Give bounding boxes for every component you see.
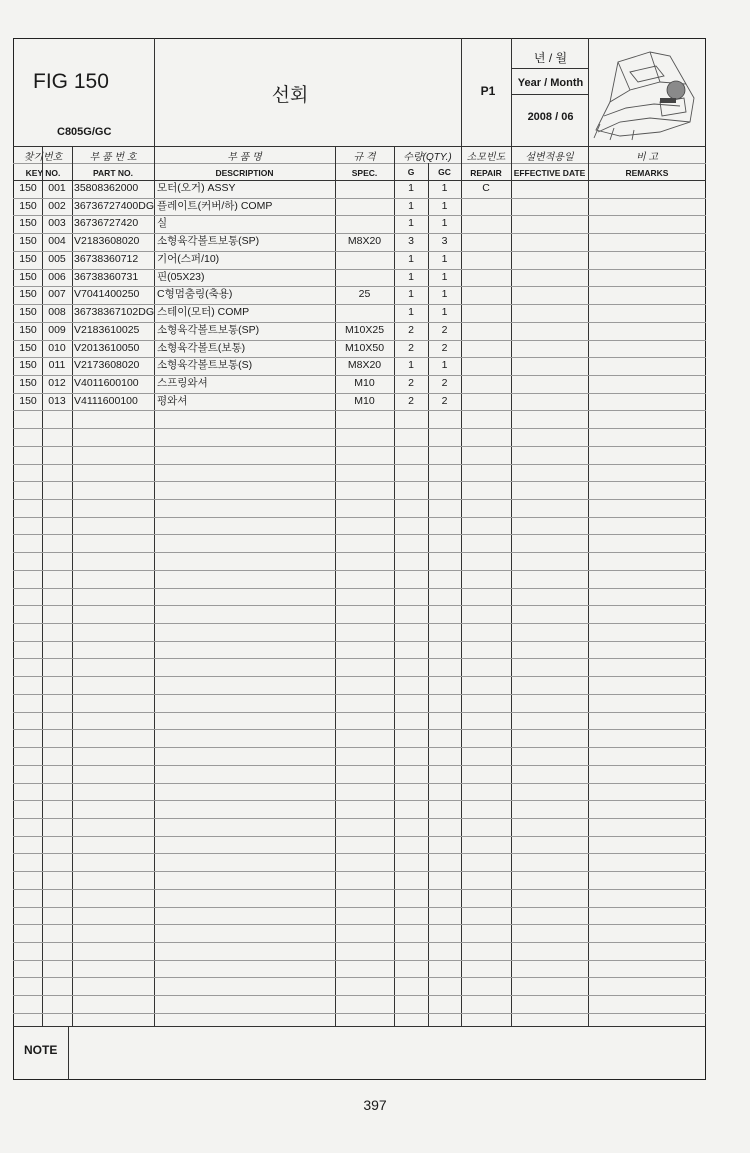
fig-cell: 150 bbox=[19, 394, 37, 407]
row-line bbox=[13, 960, 706, 961]
repair-cell bbox=[461, 286, 511, 304]
row-line bbox=[13, 765, 706, 766]
fig-cell: 150 bbox=[19, 359, 37, 372]
part-no-cell: V7041400250 bbox=[74, 288, 140, 301]
fig-cell: 150 bbox=[19, 199, 37, 212]
row-line bbox=[13, 871, 706, 872]
repair-cell bbox=[461, 375, 511, 393]
key-no-cell: 011 bbox=[48, 359, 66, 372]
key-no-cell: 006 bbox=[48, 270, 66, 283]
table-header-top bbox=[13, 146, 706, 147]
column-divider bbox=[72, 146, 73, 1026]
part-no-cell: V2013610050 bbox=[74, 341, 140, 354]
qty-gc-cell: 2 bbox=[441, 341, 448, 354]
qty-g-cell: 2 bbox=[408, 323, 414, 336]
row-line bbox=[13, 481, 706, 482]
fig-cell: 150 bbox=[19, 217, 37, 230]
row-line bbox=[13, 836, 706, 837]
part-no-cell: V4011600100 bbox=[74, 376, 139, 389]
qty-gc-cell: 3 bbox=[441, 235, 448, 248]
key-no-cell: 007 bbox=[48, 288, 66, 301]
key-no-cell: 010 bbox=[48, 341, 66, 354]
part-no-cell: 36736727400DG bbox=[74, 199, 154, 212]
row-line bbox=[13, 747, 706, 748]
fig-cell: 150 bbox=[19, 270, 37, 283]
row-line bbox=[13, 907, 706, 908]
qty-gc-cell: 1 bbox=[441, 199, 448, 212]
col-header-part: 부 품 번 호 PART NO. bbox=[89, 152, 137, 178]
spec-cell bbox=[335, 269, 394, 287]
col-header-repair: 소모빈도 REPAIR bbox=[466, 152, 506, 178]
row-line bbox=[13, 924, 706, 925]
col-header-spec: 규 격 SPEC. bbox=[351, 152, 378, 178]
repair-cell bbox=[461, 269, 511, 287]
part-no-cell: 35808362000 bbox=[74, 182, 139, 194]
part-no-cell: V4111600100 bbox=[74, 394, 138, 407]
row-line bbox=[13, 552, 706, 553]
qty-g-cell: 3 bbox=[408, 235, 414, 248]
row-line bbox=[13, 853, 706, 854]
qty-gc-cell: 1 bbox=[441, 288, 448, 301]
qty-g-cell: 2 bbox=[408, 341, 414, 354]
fig-cell: 150 bbox=[19, 376, 37, 389]
qty-g-cell: 2 bbox=[408, 394, 414, 407]
row-line bbox=[13, 446, 706, 447]
description-cell: 소형육각볼트(보통) bbox=[157, 341, 246, 354]
spec-cell: 25 bbox=[358, 288, 371, 301]
spec-cell bbox=[335, 198, 394, 216]
column-divider bbox=[511, 146, 512, 1026]
header-divider bbox=[588, 38, 589, 146]
fig-cell: 150 bbox=[19, 182, 37, 194]
note-divider bbox=[13, 1026, 706, 1027]
repair-cell bbox=[461, 340, 511, 358]
row-line bbox=[13, 641, 706, 642]
row-line bbox=[13, 605, 706, 606]
qty-gc-cell: 2 bbox=[441, 376, 448, 389]
description-cell: 평와셔 bbox=[157, 394, 188, 407]
description-cell: C형멈춤링(축용) bbox=[157, 288, 233, 301]
spec-cell: M10 bbox=[354, 376, 375, 389]
fig-cell: 150 bbox=[19, 288, 37, 301]
qty-gc-cell: 1 bbox=[441, 306, 448, 318]
fig-cell: 150 bbox=[19, 252, 37, 265]
qty-g-cell: 1 bbox=[408, 217, 414, 230]
fig-cell: 150 bbox=[19, 341, 37, 354]
part-no-cell: 36736727420 bbox=[74, 217, 139, 230]
row-line bbox=[13, 729, 706, 730]
row-line bbox=[13, 889, 706, 890]
qty-g-cell: 1 bbox=[408, 288, 414, 301]
spec-cell bbox=[335, 251, 394, 269]
row-line bbox=[13, 517, 706, 518]
spec-cell: M8X20 bbox=[347, 235, 382, 248]
row-line bbox=[13, 800, 706, 801]
row-line bbox=[13, 783, 706, 784]
combine-harvester-icon bbox=[590, 42, 704, 141]
part-no-cell: 36738360731 bbox=[74, 270, 139, 283]
year-month-label-ko: 년 / 월 bbox=[533, 51, 568, 65]
repair-cell: C bbox=[482, 182, 490, 194]
key-no-cell: 001 bbox=[48, 182, 66, 194]
repair-cell bbox=[461, 322, 511, 340]
row-line bbox=[13, 676, 706, 677]
part-no-cell: V2173608020 bbox=[74, 359, 140, 372]
row-line bbox=[13, 995, 706, 996]
col-header-remarks: 비 고 REMARKS bbox=[625, 152, 669, 178]
page-code: P1 bbox=[480, 84, 496, 98]
description-cell: 모터(오거) ASSY bbox=[157, 182, 236, 194]
row-line bbox=[13, 818, 706, 819]
row-line bbox=[13, 570, 706, 571]
key-no-cell: 013 bbox=[48, 394, 66, 407]
row-line bbox=[13, 977, 706, 978]
qty-g-cell: 1 bbox=[408, 306, 414, 318]
key-no-cell: 003 bbox=[48, 217, 66, 230]
repair-cell bbox=[461, 393, 511, 411]
part-no-cell: 36738367102DG bbox=[74, 306, 154, 318]
model-code: C805G/GC bbox=[57, 126, 112, 138]
row-line bbox=[13, 410, 706, 411]
row-line bbox=[13, 464, 706, 465]
col-header-key: 찾기번호 KEY NO. bbox=[23, 152, 63, 178]
repair-cell bbox=[461, 198, 511, 216]
description-cell: 스테이(모터) COMP bbox=[157, 306, 250, 318]
header-divider bbox=[154, 38, 155, 146]
part-no-cell: 36738360712 bbox=[74, 252, 139, 265]
row-line bbox=[13, 712, 706, 713]
qty-gc-cell: 1 bbox=[441, 270, 448, 283]
spec-cell: M8X20 bbox=[347, 359, 382, 372]
qty-g-cell: 1 bbox=[408, 270, 414, 283]
part-no-cell: V2183608020 bbox=[74, 235, 140, 248]
spec-cell bbox=[335, 304, 394, 322]
col-header-effective-date: 설변적용일 EFFECTIVE DATE bbox=[513, 152, 586, 178]
key-no-cell: 002 bbox=[48, 199, 66, 212]
row-line bbox=[13, 694, 706, 695]
repair-cell bbox=[461, 357, 511, 375]
col-header-gc: GC bbox=[438, 167, 451, 177]
note-divider bbox=[68, 1026, 69, 1080]
row-line bbox=[13, 942, 706, 943]
qty-g-cell: 1 bbox=[408, 359, 414, 372]
column-divider bbox=[588, 146, 589, 1026]
note-label: NOTE bbox=[24, 1043, 58, 1057]
qty-gc-cell: 1 bbox=[441, 359, 448, 372]
key-no-cell: 012 bbox=[48, 376, 66, 389]
row-line bbox=[13, 534, 706, 535]
qty-gc-cell: 1 bbox=[441, 252, 448, 265]
key-no-cell: 008 bbox=[48, 306, 66, 318]
row-line bbox=[13, 428, 706, 429]
col-header-desc: 부 품 명 DESCRIPTION bbox=[215, 152, 274, 178]
description-cell: 기어(스퍼/10) bbox=[157, 252, 220, 265]
row-line bbox=[13, 623, 706, 624]
col-header-qty: 수량(QTY.) bbox=[403, 152, 452, 163]
page-title: 선회 bbox=[271, 85, 309, 106]
spec-cell bbox=[335, 180, 394, 198]
description-cell: 스프링와셔 bbox=[157, 376, 208, 389]
repair-cell bbox=[461, 215, 511, 233]
year-month-label-en: Year / Month bbox=[517, 77, 584, 89]
qty-gc-cell: 1 bbox=[441, 182, 448, 194]
repair-cell bbox=[461, 233, 511, 251]
spec-cell: M10 bbox=[354, 394, 375, 407]
header-divider bbox=[461, 38, 462, 146]
year-month-value: 2008 / 06 bbox=[527, 111, 574, 123]
key-no-cell: 009 bbox=[48, 323, 66, 336]
qty-gc-cell: 2 bbox=[441, 394, 448, 407]
row-line bbox=[13, 658, 706, 659]
repair-cell bbox=[461, 251, 511, 269]
column-divider bbox=[154, 146, 155, 1026]
header-divider bbox=[511, 94, 588, 95]
spec-cell: M10X50 bbox=[344, 341, 385, 354]
qty-g-cell: 2 bbox=[408, 376, 414, 389]
spec-cell: M10X25 bbox=[344, 323, 385, 336]
qty-g-cell: 1 bbox=[408, 199, 414, 212]
fig-cell: 150 bbox=[19, 323, 37, 336]
part-no-cell: V2183610025 bbox=[74, 323, 140, 336]
figure-number: FIG 150 bbox=[33, 70, 109, 93]
row-line bbox=[13, 588, 706, 589]
description-cell: 소형육각볼트보통(SP) bbox=[157, 235, 260, 248]
qty-gc-cell: 2 bbox=[441, 323, 448, 336]
repair-cell bbox=[461, 304, 511, 322]
qty-g-cell: 1 bbox=[408, 182, 414, 194]
key-no-cell: 004 bbox=[48, 235, 66, 248]
spec-cell bbox=[335, 215, 394, 233]
key-no-cell: 005 bbox=[48, 252, 66, 265]
row-line bbox=[13, 499, 706, 500]
col-header-g: G bbox=[407, 167, 415, 177]
row-line bbox=[13, 1013, 706, 1014]
qty-g-cell: 1 bbox=[408, 252, 414, 265]
description-cell: 소형육각볼트보통(S) bbox=[157, 359, 253, 372]
header-divider bbox=[511, 68, 588, 69]
description-cell: 플레이트(커버/하) COMP bbox=[157, 199, 273, 212]
description-cell: 소형육각볼트보통(SP) bbox=[157, 323, 260, 336]
description-cell: 실 bbox=[157, 217, 168, 230]
fig-cell: 150 bbox=[19, 306, 37, 318]
qty-gc-cell: 1 bbox=[441, 217, 448, 230]
fig-cell: 150 bbox=[19, 235, 37, 248]
description-cell: 핀(05X23) bbox=[157, 270, 205, 283]
page-number: 397 bbox=[363, 1097, 387, 1113]
